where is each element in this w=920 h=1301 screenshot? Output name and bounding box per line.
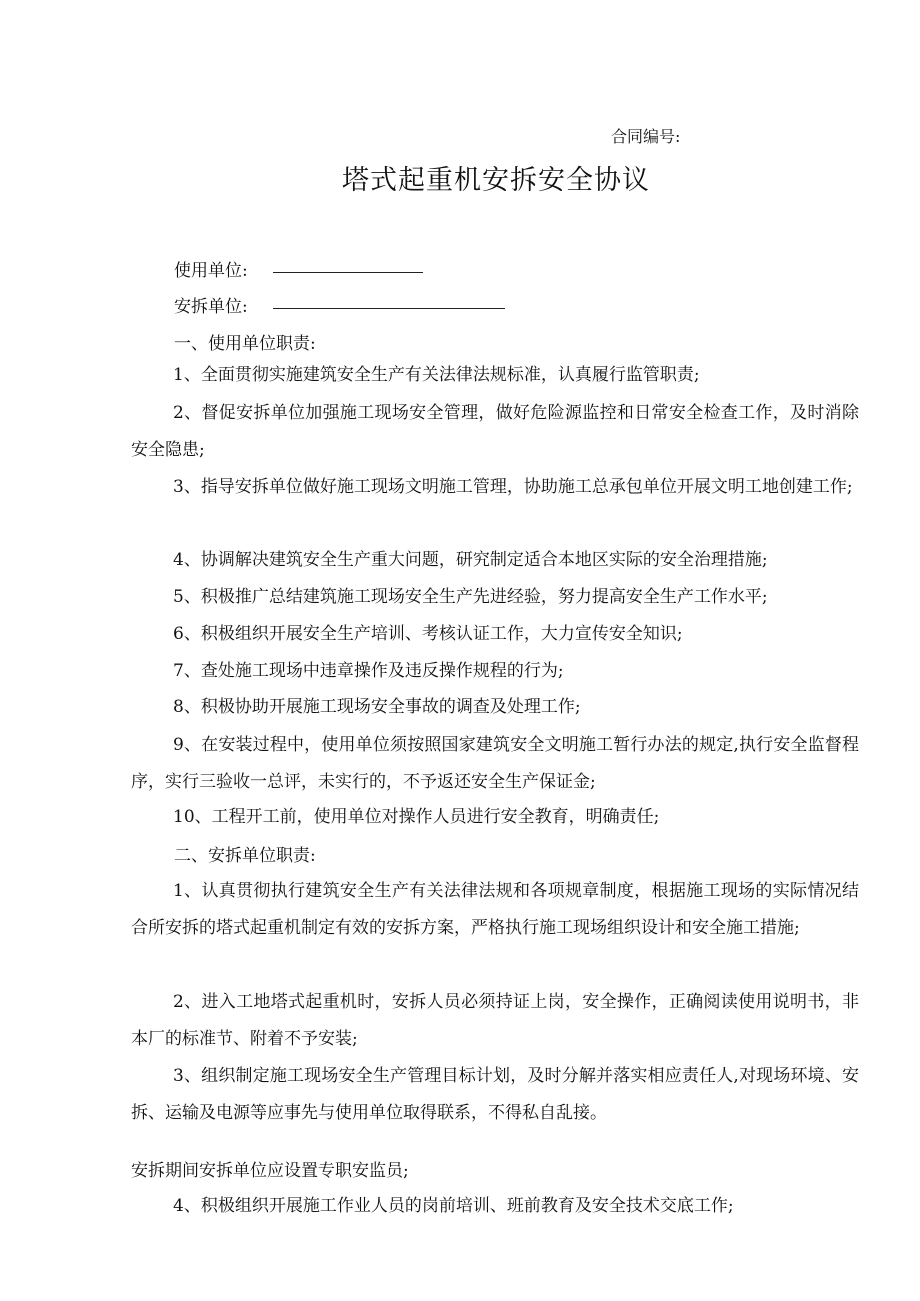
section1-heading: 一、使用单位职责: [174,334,316,354]
section1-item-3: 3、指导安拆单位做好施工现场文明施工管理，协助施工总承包单位开展文明工地创建工作; [173,477,853,497]
section1-item-2: 2、督促安拆单位加强施工现场安全管理，做好危险源监控和日常安全检查工作，及时消除安全隐患; [131,403,859,460]
user-unit-label: 使用单位: [174,261,248,281]
section2-heading: 二、安拆单位职责: [174,846,316,866]
section1-item-7: 7、查处施工现场中违章操作及违反操作规程的行为; [173,661,564,681]
section1-item-8: 8、积极协助开展施工现场安全事故的调查及处理工作; [173,697,581,717]
document-title: 塔式起重机安拆安全协议 [342,165,650,196]
section1-item-4: 4、协调解决建筑安全生产重大问题，研究制定适合本地区实际的安全治理措施; [173,550,768,570]
section2-item-1: 1、认真贯彻执行建筑安全生产有关法律法规和各项规章制度，根据施工现场的实际情况结合所安拆的塔式起重机制定有效的安拆方案，严格执行施工现场组织设计和安全施工措施; [131,881,859,938]
installer-unit-label: 安拆单位: [174,297,248,317]
section2-item-2: 2、进入工地塔式起重机时，安拆人员必须持证上岗，安全操作，正确阅读使用说明书，非本厂的标准节、附着不予安装; [131,992,859,1049]
section1-item-1: 1、全面贯彻实施建筑安全生产有关法律法规标准，认真履行监管职责; [173,365,700,385]
section1-item-6: 6、积极组织开展安全生产培训、考核认证工作，大力宣传安全知识; [173,624,683,644]
installer-unit-blank [273,308,505,309]
section1-item-5: 5、积极推广总结建筑施工现场安全生产先进经验，努力提高安全生产工作水平; [173,587,768,607]
section1-item-10: 10、工程开工前，使用单位对操作人员进行安全教育，明确责任; [173,807,660,827]
section1-item-9: 9、在安装过程中，使用单位须按照国家建筑安全文明施工暂行办法的规定,执行安全监督程序，实行三验收一总评，未实行的，不予返还安全生产保证金; [131,735,859,792]
section2-item-4: 4、积极组织开展施工作业人员的岗前培训、班前教育及安全技术交底工作; [173,1196,734,1216]
section2-item-3: 3、组织制定施工现场安全生产管理目标计划，及时分解并落实相应责任人,对现场环境、安拆、运输及电源等应事先与使用单位取得联系，不得私自乱接。 [131,1066,859,1123]
contract-number-label: 合同编号: [611,127,681,146]
user-unit-blank [273,272,423,273]
section2-note: 安拆期间安拆单位应设置专职安监员; [131,1161,409,1181]
